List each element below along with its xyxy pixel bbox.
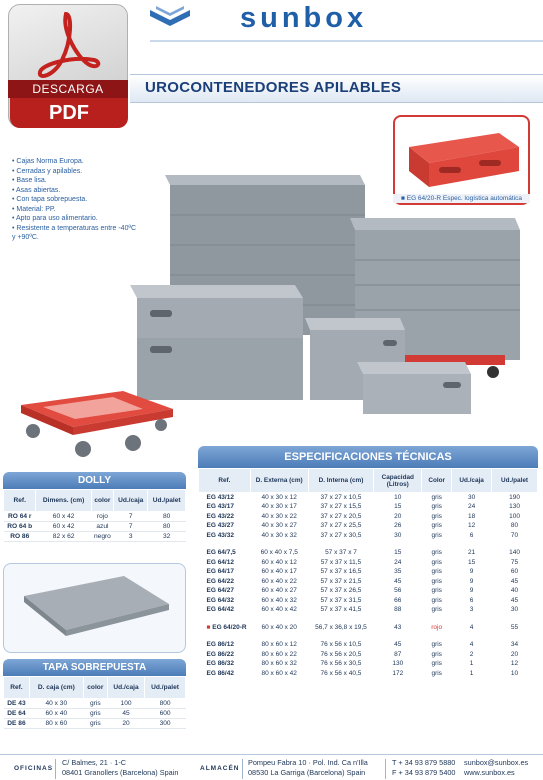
table-cell: 80 x 60: [29, 719, 83, 729]
table-row: [199, 502, 538, 512]
column-header: Ud./palet: [145, 677, 186, 699]
specs-header: ESPECIFICACIONES TÉCNICAS: [198, 446, 538, 468]
table-cell: 75: [510, 558, 519, 566]
table-cell: 37 x 27 x 25,5: [320, 522, 362, 530]
bullet-icon: ■: [401, 195, 407, 202]
table-cell: EG 43/17: [206, 503, 234, 511]
almacen-line2: 08530 La Garriga (Barcelona) Spain: [248, 768, 366, 777]
table-cell: 76 x 56 x 30,5: [320, 660, 362, 668]
table-cell: 57 x 37 x 26,5: [320, 587, 362, 595]
phone-number: T + 34 93 879 5880: [392, 758, 456, 767]
table-cell: 800: [145, 699, 186, 709]
table-cell: 15: [394, 549, 402, 557]
table-cell: 60 x 40 x 32: [261, 596, 297, 604]
table-cell: EG 64/22: [206, 577, 234, 585]
table-cell: DE 64: [4, 709, 30, 719]
table-row: [199, 596, 538, 606]
table-cell: 10: [510, 669, 519, 677]
table-cell: gris: [431, 531, 442, 539]
table-cell: 12: [467, 522, 476, 530]
table-cell: 88: [394, 606, 402, 614]
feature-item: • Base lisa.: [12, 176, 137, 186]
table-cell: 4: [469, 641, 474, 649]
feature-item: • Cajas Norma Europa.: [12, 157, 137, 167]
table-row: [199, 623, 538, 633]
table-cell: 76 x 56 x 20,5: [320, 650, 362, 658]
column-header: Dimens. (cm): [36, 490, 91, 512]
table-cell: 26: [394, 522, 402, 530]
website-link[interactable]: www.sunbox.es: [464, 768, 515, 777]
table-cell: 60 x 40 x 42: [261, 606, 297, 614]
column-header: Ud./caja: [452, 469, 492, 493]
table-cell: 7: [114, 522, 148, 532]
table-cell: 30: [467, 494, 476, 501]
table-cell: 37 x 27 x 10,5: [320, 494, 362, 501]
table-cell: 40: [510, 587, 519, 595]
table-cell: 57 x 37 x 7: [325, 549, 357, 557]
pdf-label: PDF: [10, 98, 128, 128]
table-cell: 20: [510, 650, 519, 658]
table-cell: 60 x 40 x 12: [261, 558, 297, 566]
table-cell: 30: [394, 531, 402, 539]
table-cell: 37 x 27 x 30,5: [320, 531, 362, 539]
table-cell: 40 x 30 x 17: [261, 503, 297, 511]
table-row: [199, 493, 538, 503]
table-row: [4, 512, 186, 522]
table-cell: 40 x 30 x 22: [261, 512, 297, 520]
table-cell: 45: [394, 577, 402, 585]
download-pdf-badge[interactable]: [2, 4, 130, 129]
table-cell: 45: [394, 641, 402, 649]
column-header: Ref.: [199, 469, 251, 493]
table-cell: 15: [394, 503, 402, 511]
table-cell: DE 43: [4, 699, 30, 709]
table-cell: 66: [394, 596, 402, 604]
table-cell: RO 86: [4, 532, 36, 542]
table-cell: RO 64 r: [4, 512, 36, 522]
oficinas-address: [62, 758, 178, 778]
table-cell: 2: [469, 650, 474, 658]
table-cell: 130: [392, 660, 404, 668]
table-cell: gris: [431, 577, 442, 585]
tapa-table: [3, 676, 186, 729]
table-cell: 172: [392, 669, 404, 677]
table-cell: EG 86/32: [206, 660, 234, 668]
feature-item: • Resistente a temperaturas entre -40ºC y +90ºC.: [12, 224, 137, 243]
table-cell: 24: [394, 558, 402, 566]
table-cell: EG 86/42: [206, 669, 234, 677]
table-row: [199, 669, 538, 679]
table-cell: 40 x 30 x 12: [261, 494, 297, 501]
email-link[interactable]: sunbox@sunbox.es: [464, 758, 529, 767]
table-cell: EG 64/17: [206, 568, 234, 576]
table-cell: gris: [431, 641, 442, 649]
table-cell: EG 64/7,5: [206, 549, 236, 557]
table-cell: 140: [509, 549, 520, 557]
dolly-table: [3, 489, 186, 542]
table-cell: 6: [469, 596, 474, 604]
table-cell: 45: [510, 596, 519, 604]
feature-item: • Material: PP.: [12, 205, 137, 215]
table-cell: 76 x 56 x 40,5: [320, 669, 362, 677]
footer-separator: [242, 759, 243, 779]
table-cell: 32: [148, 532, 186, 542]
table-cell: 40 x 30: [29, 699, 83, 709]
table-cell: 60 x 42: [36, 522, 91, 532]
tapa-header: TAPA SOBREPUESTA: [3, 659, 186, 676]
table-cell: 80: [510, 522, 519, 530]
specs-table-section: [198, 446, 538, 678]
column-header: color: [91, 490, 113, 512]
table-cell: gris: [431, 660, 442, 668]
table-cell: EG 86/22: [206, 650, 234, 658]
specs-table: [198, 468, 538, 678]
table-cell: 80 x 60 x 32: [261, 660, 297, 668]
table-gap-cell: [199, 540, 538, 548]
table-cell: gris: [431, 650, 442, 658]
lid-image-frame: [3, 563, 186, 653]
table-cell: RO 64 b: [4, 522, 36, 532]
table-cell: 300: [145, 719, 186, 729]
oficinas-label: OFICINAS: [14, 765, 54, 772]
bullet-icon: ■: [206, 623, 213, 631]
table-cell: 100: [107, 699, 144, 709]
table-cell: 60 x 40 x 22: [261, 577, 297, 585]
fax-number: F + 34 93 879 5400: [392, 768, 456, 777]
table-header-row: [4, 490, 186, 512]
oficinas-line1: C/ Balmes, 21 · 1-C: [62, 758, 127, 767]
lid-image: [4, 564, 185, 652]
table-gap-row: [199, 615, 538, 623]
column-header: D. Interna (cm): [308, 469, 374, 493]
table-cell: 7: [114, 512, 148, 522]
column-header: Ud./caja: [114, 490, 148, 512]
table-cell: 60 x 42: [36, 512, 91, 522]
table-cell: 70: [510, 531, 519, 539]
table-cell: 34: [510, 641, 519, 649]
column-header: Ud./palet: [492, 469, 538, 493]
table-gap-cell: [199, 615, 538, 623]
column-header: color: [83, 677, 107, 699]
table-row: [199, 577, 538, 587]
table-cell: EG 43/12: [206, 494, 234, 501]
table-cell: gris: [431, 587, 442, 595]
table-cell: gris: [431, 596, 442, 604]
table-cell: 190: [509, 494, 520, 501]
table-cell: 56,7 x 36,8 x 19,5: [315, 623, 367, 631]
table-cell: 100: [509, 512, 520, 520]
footer-separator: [55, 759, 56, 779]
feature-item: • Cerradas y apilables.: [12, 167, 137, 177]
table-cell: 57 x 37 x 11,5: [320, 558, 362, 566]
table-cell: 37 x 27 x 20,5: [320, 512, 362, 520]
column-header: D. Externa (cm): [250, 469, 308, 493]
footer-separator: [385, 759, 386, 779]
table-cell: 80 x 60 x 42: [261, 669, 297, 677]
table-cell: 21: [467, 549, 476, 557]
table-cell: 6: [469, 531, 474, 539]
contact-phones: [392, 758, 456, 778]
table-cell: gris: [431, 522, 442, 530]
table-cell: azul: [91, 522, 113, 532]
table-header-row: [4, 677, 186, 699]
column-header: Ref.: [4, 490, 36, 512]
table-gap-cell: [199, 632, 538, 640]
table-cell: 45: [107, 709, 144, 719]
table-cell: 80: [148, 512, 186, 522]
table-cell: 24: [467, 503, 476, 511]
table-row: [4, 709, 186, 719]
table-cell: [199, 623, 251, 633]
table-row: [199, 512, 538, 522]
table-header-row: [199, 469, 538, 493]
table-row: [4, 522, 186, 532]
dolly-image: [3, 383, 188, 463]
table-cell: DE 86: [4, 719, 30, 729]
sunbox-logo-icon: [150, 6, 190, 32]
table-cell: 56: [394, 587, 402, 595]
table-row: [199, 605, 538, 615]
table-cell: 37 x 27 x 15,5: [320, 503, 362, 511]
table-cell: 3: [114, 532, 148, 542]
column-header: Ud./caja: [107, 677, 144, 699]
table-cell: 1: [469, 660, 474, 668]
table-cell: EG 64/42: [206, 606, 234, 614]
table-cell: gris: [83, 719, 107, 729]
table-cell: 80: [148, 522, 186, 532]
dolly-header: DOLLY: [3, 472, 186, 489]
inset-caption-text: EG 64/20-R Espec. logística automática: [406, 195, 522, 202]
table-cell: 12: [510, 660, 519, 668]
table-cell: 87: [394, 650, 402, 658]
table-cell: 9: [469, 577, 474, 585]
page-title: UROCONTENEDORES APILABLES: [145, 79, 402, 96]
table-cell: 20: [394, 512, 402, 520]
table-row: [199, 558, 538, 568]
table-cell: 60 x 40: [29, 709, 83, 719]
contact-online: [464, 758, 528, 778]
oficinas-line2: 08401 Granollers (Barcelona) Spain: [62, 768, 179, 777]
table-cell: 60: [510, 568, 519, 576]
table-row: [4, 719, 186, 729]
footer-divider: [0, 754, 543, 755]
table-cell: 57 x 37 x 16,5: [320, 568, 362, 576]
table-cell: 60 x 40 x 27: [261, 587, 297, 595]
table-cell: EG 43/27: [206, 522, 234, 530]
table-row: [4, 532, 186, 542]
table-cell: EG 43/32: [206, 531, 234, 539]
table-cell: gris: [431, 503, 442, 511]
table-cell: 40 x 30 x 32: [261, 531, 297, 539]
column-header: Capacidad (Litros): [374, 469, 422, 493]
almacen-label: ALMACÉN: [200, 765, 240, 772]
table-row: [199, 567, 538, 577]
table-cell: 57 x 37 x 31,5: [320, 596, 362, 604]
table-row: [199, 521, 538, 531]
table-cell: 1: [469, 669, 474, 677]
table-cell: 9: [469, 587, 474, 595]
almacen-address: [248, 758, 368, 778]
descarga-label: DESCARGA: [8, 80, 128, 98]
table-cell: 43: [394, 623, 402, 631]
acrobat-icon: [32, 10, 102, 84]
table-cell: 4: [469, 623, 474, 631]
table-row: [199, 548, 538, 558]
table-cell: 60 x 40 x 17: [261, 568, 297, 576]
table-cell: 9: [469, 568, 474, 576]
table-cell: 57 x 37 x 41,5: [320, 606, 362, 614]
table-cell: negro: [91, 532, 113, 542]
table-cell: 130: [509, 503, 520, 511]
table-cell: 600: [145, 709, 186, 719]
table-cell: gris: [431, 558, 442, 566]
table-cell: 82 x 62: [36, 532, 91, 542]
table-cell: 30: [510, 606, 519, 614]
column-header: Ref.: [4, 677, 30, 699]
brand-name: sunbox: [240, 2, 368, 34]
almacen-line1: Pompeu Fabra 10 · Pol. Ind. Ca n'Illa: [248, 758, 368, 767]
feature-item: • Con tapa sobrepuesta.: [12, 195, 137, 205]
table-cell: 45: [510, 577, 519, 585]
table-row: [4, 699, 186, 709]
table-cell: gris: [431, 494, 442, 501]
table-cell: gris: [431, 669, 442, 677]
table-cell: gris: [431, 606, 442, 614]
table-cell: rojo: [431, 623, 443, 631]
table-row: [199, 650, 538, 660]
table-cell: gris: [431, 568, 442, 576]
feature-item: • Apto para uso alimentario.: [12, 214, 137, 224]
table-cell: 40 x 30 x 27: [261, 522, 297, 530]
table-cell: 80 x 60 x 22: [261, 650, 297, 658]
tapa-table-section: [3, 659, 186, 729]
table-gap-row: [199, 632, 538, 640]
table-row: [199, 531, 538, 541]
table-cell: 18: [467, 512, 476, 520]
table-cell: rojo: [91, 512, 113, 522]
table-cell: EG 64/12: [206, 558, 234, 566]
header-divider: [150, 40, 543, 42]
table-cell: gris: [83, 699, 107, 709]
table-cell: 20: [107, 719, 144, 729]
table-row: [199, 586, 538, 596]
table-cell: 76 x 56 x 10,5: [320, 641, 362, 649]
table-cell: 15: [467, 558, 476, 566]
table-cell: EG 64/27: [206, 587, 234, 595]
table-cell: EG 86/12: [206, 641, 234, 649]
dolly-table-section: [3, 472, 186, 542]
table-row: [199, 640, 538, 650]
table-cell: EG 64/32: [206, 596, 234, 604]
table-cell: gris: [431, 549, 442, 557]
table-gap-row: [199, 540, 538, 548]
column-header: Color: [422, 469, 452, 493]
feature-item: • Asas abiertas.: [12, 186, 137, 196]
table-cell: 60 x 40 x 7,5: [260, 549, 298, 557]
table-cell: gris: [83, 709, 107, 719]
table-cell: 35: [394, 568, 402, 576]
column-header: D. caja (cm): [29, 677, 83, 699]
ref-text: EG 64/20-R: [212, 623, 247, 631]
column-header: Ud./palet: [148, 490, 186, 512]
table-cell: 60 x 40 x 20: [261, 623, 297, 631]
table-cell: 10: [394, 494, 402, 501]
table-cell: 3: [469, 606, 474, 614]
table-cell: 55: [510, 623, 519, 631]
table-row: [199, 659, 538, 669]
table-cell: 80 x 60 x 12: [261, 641, 297, 649]
features-list: [12, 157, 137, 243]
table-cell: gris: [431, 512, 442, 520]
table-cell: 57 x 37 x 21,5: [320, 577, 362, 585]
table-cell: EG 43/22: [206, 512, 234, 520]
